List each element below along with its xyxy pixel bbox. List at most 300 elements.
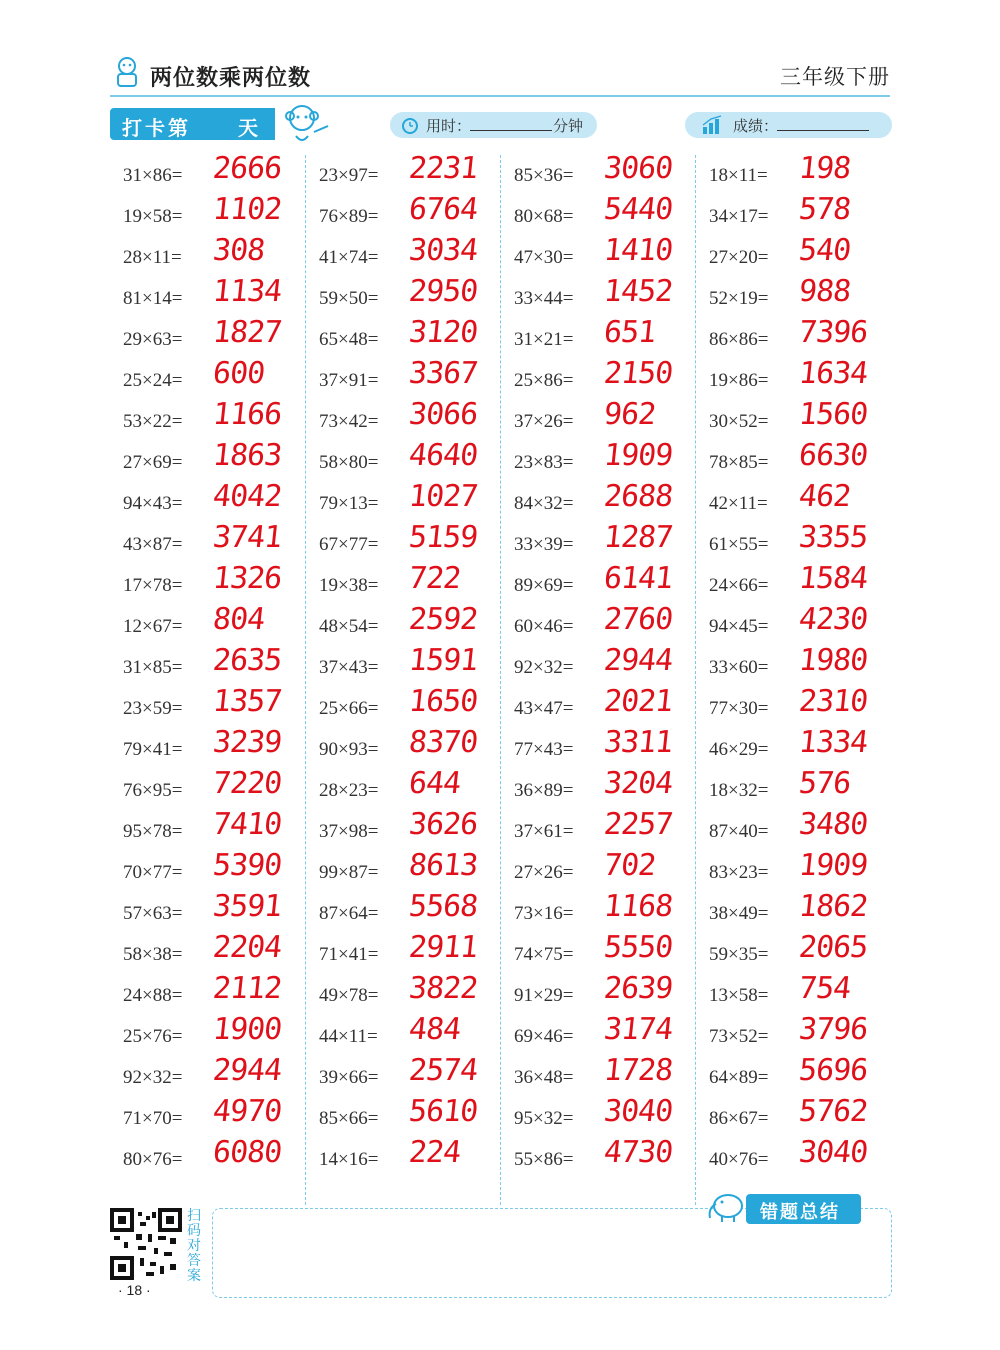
exercise-row [501, 848, 695, 893]
exercise-row [110, 643, 304, 688]
handwritten-answer: 5696 [797, 1053, 870, 1088]
exercise-row [110, 1094, 304, 1139]
exercise-row [306, 643, 500, 688]
exercise-question: 58×38= [123, 944, 183, 965]
exercise-question: 58×80= [319, 452, 379, 473]
exercise-question: 87×40= [709, 821, 769, 842]
exercise-row [696, 766, 890, 811]
handwritten-answer: 3066 [407, 397, 480, 432]
exercise-question: 18×11= [709, 165, 768, 186]
exercise-row [501, 479, 695, 524]
exercise-question: 37×91= [319, 370, 379, 391]
time-unit-label: 分钟 [553, 118, 584, 135]
check-in-label: 打卡第 [122, 118, 191, 140]
exercise-row [306, 848, 500, 893]
exercise-row [696, 356, 890, 401]
exercise-row [501, 1135, 695, 1180]
handwritten-answer: 6630 [797, 438, 870, 473]
exercise-question: 14×16= [319, 1149, 379, 1170]
handwritten-answer: 804 [211, 602, 267, 637]
exercise-row [306, 315, 500, 360]
exercise-question: 31×21= [514, 329, 574, 350]
handwritten-answer: 3367 [407, 356, 480, 391]
exercise-row [501, 1012, 695, 1057]
handwritten-answer: 2760 [602, 602, 675, 637]
page-number: · 18 · [118, 1282, 151, 1298]
exercise-question: 33×60= [709, 657, 769, 678]
exercise-row [110, 356, 304, 401]
handwritten-answer: 4730 [602, 1135, 675, 1170]
exercise-row [306, 438, 500, 483]
score-label: 成绩： [733, 118, 779, 135]
exercise-row [306, 561, 500, 606]
exercise-question: 17×78= [123, 575, 183, 596]
exercise-question: 31×86= [123, 165, 183, 186]
exercise-row [306, 766, 500, 811]
exercise-question: 23×97= [319, 165, 379, 186]
exercise-question: 64×89= [709, 1067, 769, 1088]
exercise-question: 60×46= [514, 616, 574, 637]
exercise-row [696, 1135, 890, 1180]
exercise-question: 13×58= [709, 985, 769, 1006]
handwritten-answer: 1909 [602, 438, 675, 473]
handwritten-answer: 462 [797, 479, 853, 514]
exercise-row [696, 397, 890, 442]
exercise-question: 37×43= [319, 657, 379, 678]
handwritten-answer: 7410 [211, 807, 284, 842]
exercise-question: 27×26= [514, 862, 574, 883]
handwritten-answer: 3040 [797, 1135, 870, 1170]
exercise-row [696, 479, 890, 524]
exercise-question: 40×76= [709, 1149, 769, 1170]
exercise-row [110, 684, 304, 729]
exercise-row [306, 397, 500, 442]
handwritten-answer: 651 [602, 315, 658, 350]
handwritten-answer: 1357 [211, 684, 284, 719]
handwritten-answer: 3480 [797, 807, 870, 842]
exercise-row [306, 1094, 500, 1139]
handwritten-answer: 6764 [407, 192, 480, 227]
exercise-row [696, 848, 890, 893]
handwritten-answer: 4640 [407, 438, 480, 473]
handwritten-answer: 2021 [602, 684, 675, 719]
handwritten-answer: 1410 [602, 233, 675, 268]
exercise-row [110, 930, 304, 975]
handwritten-answer: 2639 [602, 971, 675, 1006]
exercise-row [696, 807, 890, 852]
exercise-column-3 [501, 151, 695, 1205]
exercise-question: 59×35= [709, 944, 769, 965]
elephant-mascot-icon [704, 1190, 748, 1224]
handwritten-answer: 3174 [602, 1012, 675, 1047]
exercise-row [501, 274, 695, 319]
exercise-question: 31×85= [123, 657, 183, 678]
exercise-question: 34×17= [709, 206, 769, 227]
exercise-question: 92×32= [514, 657, 574, 678]
handwritten-answer: 3741 [211, 520, 284, 555]
handwritten-answer: 1134 [211, 274, 284, 309]
handwritten-answer: 4230 [797, 602, 870, 637]
page-title: 两位数乘两位数 [150, 65, 312, 90]
exercise-row [501, 356, 695, 401]
exercise-question: 70×77= [123, 862, 183, 883]
exercise-question: 23×83= [514, 452, 574, 473]
exercise-question: 81×14= [123, 288, 183, 309]
exercise-question: 43×87= [123, 534, 183, 555]
exercise-row [696, 930, 890, 975]
handwritten-answer: 1900 [211, 1012, 284, 1047]
handwritten-answer: 2310 [797, 684, 870, 719]
handwritten-answer: 8613 [407, 848, 480, 883]
exercise-row [501, 889, 695, 934]
exercise-question: 42×11= [709, 493, 768, 514]
exercise-question: 23×59= [123, 698, 183, 719]
exercise-row [110, 520, 304, 565]
time-used-label: 用时： [426, 118, 472, 135]
exercise-row [501, 602, 695, 647]
exercise-question: 59×50= [319, 288, 379, 309]
qr-code-icon[interactable] [110, 1208, 182, 1280]
exercise-row [696, 274, 890, 319]
exercise-row [696, 520, 890, 565]
exercise-question: 41×74= [319, 247, 379, 268]
handwritten-answer: 1909 [797, 848, 870, 883]
handwritten-answer: 1334 [797, 725, 870, 760]
handwritten-answer: 6080 [211, 1135, 284, 1170]
exercise-question: 29×63= [123, 329, 183, 350]
handwritten-answer: 4970 [211, 1094, 284, 1129]
handwritten-answer: 2231 [407, 151, 480, 186]
handwritten-answer: 5440 [602, 192, 675, 227]
exercise-row [306, 192, 500, 237]
exercise-row [110, 192, 304, 237]
exercise-question: 77×43= [514, 739, 574, 760]
bar-chart-icon [701, 115, 723, 135]
time-used-field[interactable] [390, 112, 597, 138]
exercise-row [306, 520, 500, 565]
exercise-question: 33×39= [514, 534, 574, 555]
exercise-question: 78×85= [709, 452, 769, 473]
monkey-mascot-icon [280, 102, 332, 146]
handwritten-answer: 1980 [797, 643, 870, 678]
handwritten-answer: 1650 [407, 684, 480, 719]
exercise-column-2 [306, 151, 500, 1205]
handwritten-answer: 1287 [602, 520, 675, 555]
handwritten-answer: 4042 [211, 479, 284, 514]
handwritten-answer: 1326 [211, 561, 284, 596]
exercise-question: 74×75= [514, 944, 574, 965]
exercise-question: 85×66= [319, 1108, 379, 1129]
exercise-grid [110, 151, 895, 1205]
exercise-question: 12×67= [123, 616, 183, 637]
exercise-question: 80×68= [514, 206, 574, 227]
handwritten-answer: 578 [797, 192, 853, 227]
handwritten-answer: 3796 [797, 1012, 870, 1047]
exercise-row [501, 561, 695, 606]
exercise-row [306, 602, 500, 647]
handwritten-answer: 2950 [407, 274, 480, 309]
handwritten-answer: 1560 [797, 397, 870, 432]
handwritten-answer: 1166 [211, 397, 284, 432]
exercise-question: 65×48= [319, 329, 379, 350]
handwritten-answer: 2065 [797, 930, 870, 965]
exercise-row [306, 684, 500, 729]
exercise-row [306, 1053, 500, 1098]
exercise-row [501, 315, 695, 360]
exercise-question: 27×20= [709, 247, 769, 268]
handwritten-answer: 1827 [211, 315, 284, 350]
exercise-question: 25×66= [319, 698, 379, 719]
exercise-question: 48×54= [319, 616, 379, 637]
exercise-row [696, 602, 890, 647]
exercise-question: 30×52= [709, 411, 769, 432]
handwritten-answer: 7396 [797, 315, 870, 350]
handwritten-answer: 3626 [407, 807, 480, 842]
exercise-row [110, 233, 304, 278]
exercise-row [306, 233, 500, 278]
exercise-question: 92×32= [123, 1067, 183, 1088]
exercise-question: 44×11= [319, 1026, 378, 1047]
handwritten-answer: 484 [407, 1012, 463, 1047]
exercise-question: 47×30= [514, 247, 574, 268]
handwritten-answer: 2257 [602, 807, 675, 842]
exercise-row [110, 807, 304, 852]
exercise-question: 37×26= [514, 411, 574, 432]
exercise-question: 73×42= [319, 411, 379, 432]
exercise-question: 19×38= [319, 575, 379, 596]
handwritten-answer: 3204 [602, 766, 675, 801]
exercise-question: 95×78= [123, 821, 183, 842]
exercise-question: 90×93= [319, 739, 379, 760]
exercise-row [501, 151, 695, 196]
exercise-question: 86×86= [709, 329, 769, 350]
exercise-row [110, 848, 304, 893]
handwritten-answer: 1102 [211, 192, 284, 227]
handwritten-answer: 2944 [211, 1053, 284, 1088]
exercise-question: 73×16= [514, 903, 574, 924]
exercise-question: 79×13= [319, 493, 379, 514]
handwritten-answer: 2592 [407, 602, 480, 637]
handwritten-answer: 198 [797, 151, 853, 186]
exercise-question: 94×45= [709, 616, 769, 637]
handwritten-answer: 3311 [602, 725, 675, 760]
exercise-question: 95×32= [514, 1108, 574, 1129]
exercise-question: 89×69= [514, 575, 574, 596]
exercise-row [306, 1135, 500, 1180]
scan-for-answers-label: 扫码对答案 [187, 1207, 201, 1283]
handwritten-answer: 1584 [797, 561, 870, 596]
handwritten-answer: 1168 [602, 889, 675, 924]
exercise-question: 43×47= [514, 698, 574, 719]
handwritten-answer: 3591 [211, 889, 284, 924]
exercise-row [110, 151, 304, 196]
handwritten-answer: 2666 [211, 151, 284, 186]
handwritten-answer: 5390 [211, 848, 284, 883]
exercise-row [306, 356, 500, 401]
exercise-row [110, 889, 304, 934]
exercise-row [306, 151, 500, 196]
exercise-question: 39×66= [319, 1067, 379, 1088]
check-in-bar [110, 106, 895, 144]
handwritten-answer: 3822 [407, 971, 480, 1006]
handwritten-answer: 1863 [211, 438, 284, 473]
exercise-question: 25×86= [514, 370, 574, 391]
handwritten-answer: 3060 [602, 151, 675, 186]
exercise-column-4 [696, 151, 890, 1205]
exercise-question: 61×55= [709, 534, 769, 555]
exercise-row [501, 725, 695, 770]
handwritten-answer: 988 [797, 274, 853, 309]
grade-label: 三年级下册 [780, 66, 890, 89]
exercise-question: 36×89= [514, 780, 574, 801]
exercise-row [110, 438, 304, 483]
exercise-row [306, 971, 500, 1016]
exercise-row [110, 561, 304, 606]
exercise-row [110, 397, 304, 442]
exercise-question: 24×88= [123, 985, 183, 1006]
exercise-question: 37×98= [319, 821, 379, 842]
mistake-summary-label: 错题总结 [760, 1202, 840, 1222]
exercise-row [501, 684, 695, 729]
exercise-question: 33×44= [514, 288, 574, 309]
exercise-row [696, 151, 890, 196]
exercise-row [110, 479, 304, 524]
handwritten-answer: 7220 [211, 766, 284, 801]
handwritten-answer: 644 [407, 766, 463, 801]
handwritten-answer: 3120 [407, 315, 480, 350]
handwritten-answer: 722 [407, 561, 463, 596]
exercise-row [501, 192, 695, 237]
check-in-banner [110, 108, 275, 140]
exercise-row [501, 1094, 695, 1139]
exercise-question: 99×87= [319, 862, 379, 883]
exercise-question: 55×86= [514, 1149, 574, 1170]
exercise-row [501, 643, 695, 688]
exercise-question: 24×66= [709, 575, 769, 596]
exercise-question: 71×41= [319, 944, 379, 965]
handwritten-answer: 5568 [407, 889, 480, 924]
handwritten-answer: 3034 [407, 233, 480, 268]
handwritten-answer: 2635 [211, 643, 284, 678]
exercise-row [110, 315, 304, 360]
exercise-row [306, 725, 500, 770]
exercise-column-1 [110, 151, 304, 1205]
exercise-question: 53×22= [123, 411, 183, 432]
exercise-question: 57×63= [123, 903, 183, 924]
exercise-row [696, 438, 890, 483]
exercise-row [696, 315, 890, 360]
handwritten-answer: 8370 [407, 725, 480, 760]
exercise-question: 80×76= [123, 1149, 183, 1170]
exercise-question: 76×95= [123, 780, 183, 801]
exercise-row [306, 889, 500, 934]
exercise-question: 19×58= [123, 206, 183, 227]
mistake-summary-tab [746, 1194, 861, 1224]
handwritten-answer: 1728 [602, 1053, 675, 1088]
exercise-row [696, 725, 890, 770]
exercise-question: 18×32= [709, 780, 769, 801]
exercise-row [110, 725, 304, 770]
exercise-row [501, 438, 695, 483]
exercise-question: 28×11= [123, 247, 182, 268]
handwritten-answer: 962 [602, 397, 658, 432]
exercise-row [696, 1094, 890, 1139]
handwritten-answer: 2688 [602, 479, 675, 514]
handwritten-answer: 3040 [602, 1094, 675, 1129]
exercise-question: 87×64= [319, 903, 379, 924]
handwritten-answer: 1452 [602, 274, 675, 309]
exercise-question: 46×29= [709, 739, 769, 760]
handwritten-answer: 754 [797, 971, 853, 1006]
handwritten-answer: 1634 [797, 356, 870, 391]
exercise-question: 36×48= [514, 1067, 574, 1088]
header-divider [110, 95, 890, 97]
exercise-question: 37×61= [514, 821, 574, 842]
exercise-row [306, 274, 500, 319]
exercise-question: 86×67= [709, 1108, 769, 1129]
exercise-question: 84×32= [514, 493, 574, 514]
exercise-question: 19×86= [709, 370, 769, 391]
exercise-row [696, 643, 890, 688]
exercise-row [110, 1012, 304, 1057]
page-footer [110, 1196, 895, 1306]
exercise-row [696, 889, 890, 934]
exercise-question: 28×23= [319, 780, 379, 801]
exercise-row [110, 1135, 304, 1180]
exercise-row [501, 766, 695, 811]
exercise-row [306, 930, 500, 975]
exercise-row [696, 1053, 890, 1098]
handwritten-answer: 1862 [797, 889, 870, 924]
exercise-row [306, 807, 500, 852]
handwritten-answer: 702 [602, 848, 658, 883]
exercise-question: 49×78= [319, 985, 379, 1006]
exercise-row [501, 971, 695, 1016]
score-field[interactable] [685, 112, 892, 138]
exercise-question: 83×23= [709, 862, 769, 883]
exercise-question: 38×49= [709, 903, 769, 924]
exercise-row [501, 397, 695, 442]
handwritten-answer: 2944 [602, 643, 675, 678]
exercise-question: 77×30= [709, 698, 769, 719]
exercise-question: 25×76= [123, 1026, 183, 1047]
alarm-clock-icon [400, 115, 420, 135]
handwritten-answer: 2150 [602, 356, 675, 391]
handwritten-answer: 308 [211, 233, 267, 268]
handwritten-answer: 5762 [797, 1094, 870, 1129]
handwritten-answer: 2112 [211, 971, 284, 1006]
exercise-question: 85×36= [514, 165, 574, 186]
handwritten-answer: 5159 [407, 520, 480, 555]
handwritten-answer: 3239 [211, 725, 284, 760]
exercise-question: 71×70= [123, 1108, 183, 1129]
exercise-question: 27×69= [123, 452, 183, 473]
handwritten-answer: 600 [211, 356, 267, 391]
score-blank-line [777, 116, 869, 131]
exercise-row [696, 684, 890, 729]
exercise-question: 73×52= [709, 1026, 769, 1047]
handwritten-answer: 3355 [797, 520, 870, 555]
exercise-question: 79×41= [123, 739, 183, 760]
handwritten-answer: 1027 [407, 479, 480, 514]
exercise-row [306, 1012, 500, 1057]
exercise-row [110, 971, 304, 1016]
handwritten-answer: 2204 [211, 930, 284, 965]
exercise-question: 76×89= [319, 206, 379, 227]
exercise-row [501, 807, 695, 852]
exercise-question: 91×29= [514, 985, 574, 1006]
exercise-row [696, 971, 890, 1016]
